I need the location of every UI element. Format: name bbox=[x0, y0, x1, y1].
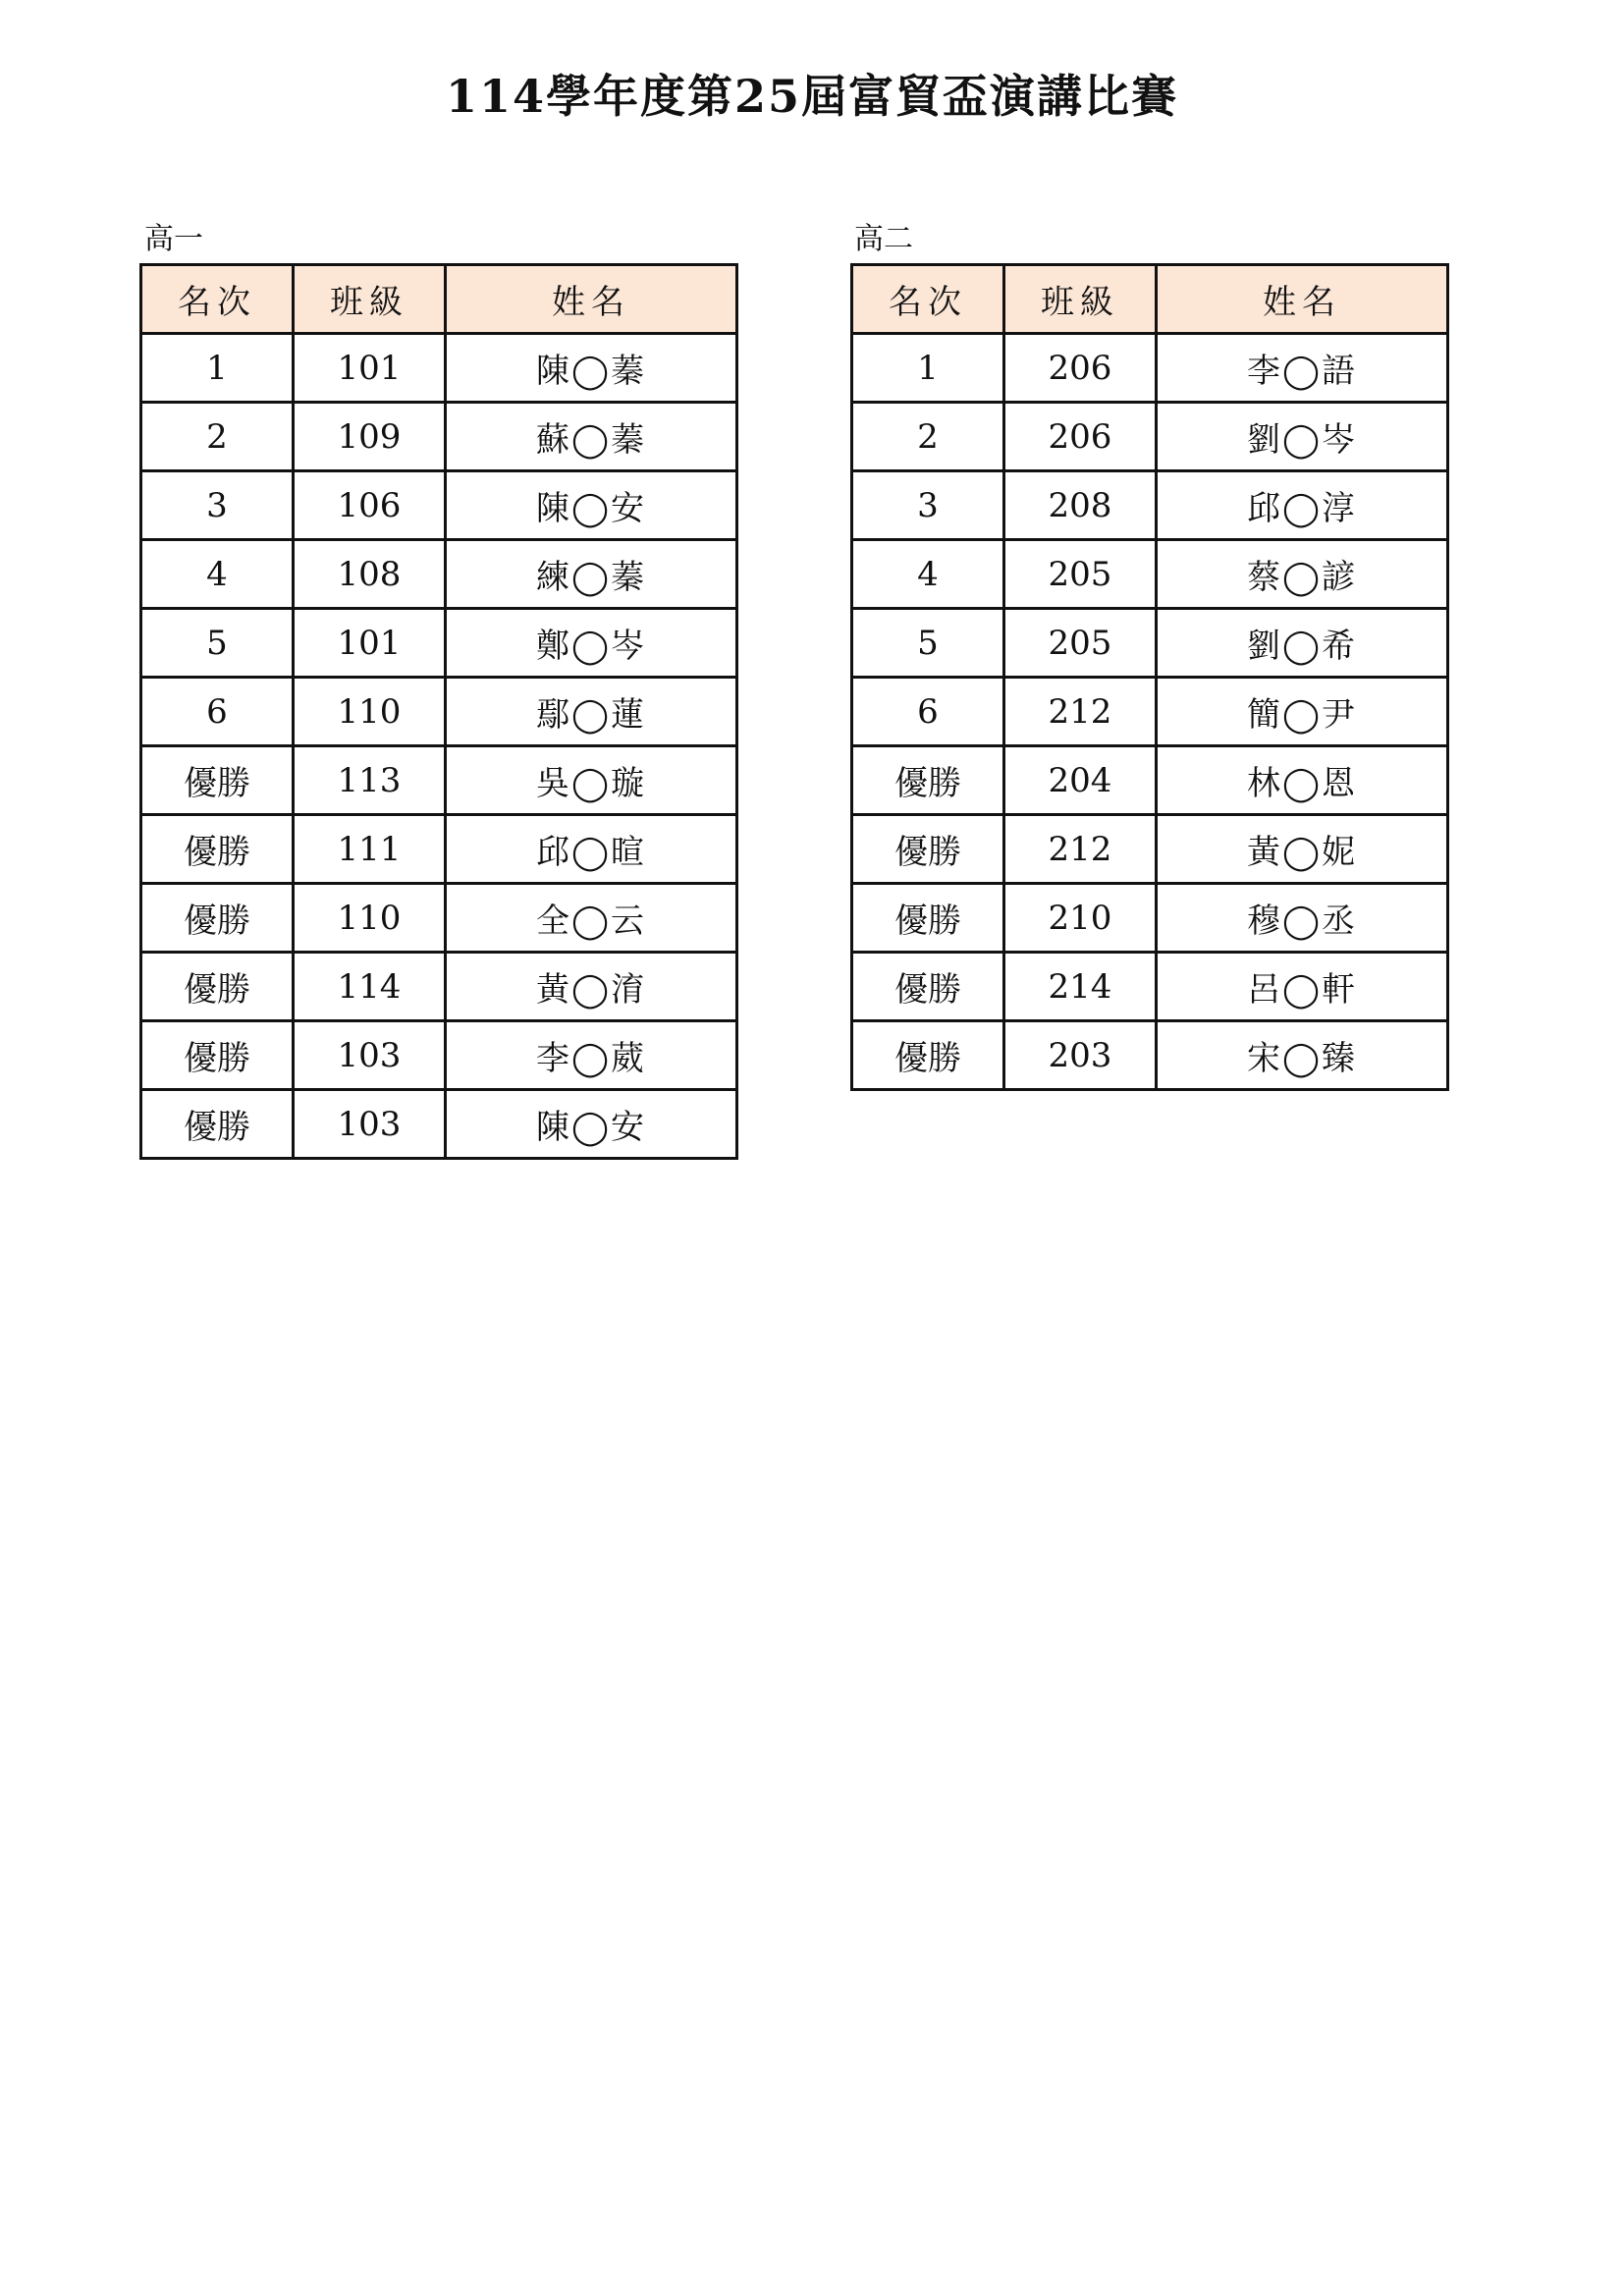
header-rank: 名次 bbox=[852, 265, 1004, 334]
table-row bbox=[141, 746, 737, 815]
rank-cell: 4 bbox=[141, 540, 294, 609]
rank-cell: 優勝 bbox=[141, 953, 294, 1021]
name-cell: 陳◯安 bbox=[446, 1090, 737, 1159]
rank-cell: 優勝 bbox=[852, 815, 1004, 884]
results-table-grade-11 bbox=[850, 263, 1449, 1091]
rank-cell: 4 bbox=[852, 540, 1004, 609]
name-cell: 簡◯尹 bbox=[1157, 678, 1448, 746]
name-cell: 鄢◯蓮 bbox=[446, 678, 737, 746]
name-cell: 陳◯安 bbox=[446, 471, 737, 540]
class-cell: 110 bbox=[294, 678, 446, 746]
rank-cell: 優勝 bbox=[852, 953, 1004, 1021]
class-cell: 212 bbox=[1004, 678, 1157, 746]
name-cell: 陳◯蓁 bbox=[446, 334, 737, 403]
table-row bbox=[141, 815, 737, 884]
table-row bbox=[141, 1021, 737, 1090]
class-cell: 101 bbox=[294, 609, 446, 678]
rank-cell: 1 bbox=[852, 334, 1004, 403]
class-cell: 205 bbox=[1004, 609, 1157, 678]
class-cell: 114 bbox=[294, 953, 446, 1021]
rank-cell: 優勝 bbox=[141, 1090, 294, 1159]
table-row bbox=[852, 953, 1448, 1021]
table-row bbox=[852, 471, 1448, 540]
class-cell: 103 bbox=[294, 1090, 446, 1159]
table-row bbox=[852, 746, 1448, 815]
class-cell: 111 bbox=[294, 815, 446, 884]
rank-cell: 優勝 bbox=[141, 1021, 294, 1090]
name-cell: 黃◯妮 bbox=[1157, 815, 1448, 884]
rank-cell: 優勝 bbox=[141, 815, 294, 884]
rank-cell: 2 bbox=[852, 403, 1004, 471]
header-name: 姓名 bbox=[446, 265, 737, 334]
class-cell: 108 bbox=[294, 540, 446, 609]
rank-cell: 優勝 bbox=[852, 884, 1004, 953]
class-cell: 210 bbox=[1004, 884, 1157, 953]
class-cell: 106 bbox=[294, 471, 446, 540]
name-cell: 穆◯丞 bbox=[1157, 884, 1448, 953]
header-name: 姓名 bbox=[1157, 265, 1448, 334]
class-cell: 208 bbox=[1004, 471, 1157, 540]
table-row bbox=[141, 953, 737, 1021]
class-cell: 206 bbox=[1004, 334, 1157, 403]
table-row bbox=[852, 334, 1448, 403]
table-row bbox=[852, 815, 1448, 884]
table-row bbox=[852, 884, 1448, 953]
class-cell: 206 bbox=[1004, 403, 1157, 471]
class-cell: 113 bbox=[294, 746, 446, 815]
table-row bbox=[852, 403, 1448, 471]
name-cell: 黃◯淯 bbox=[446, 953, 737, 1021]
rank-cell: 優勝 bbox=[141, 884, 294, 953]
name-cell: 蘇◯蓁 bbox=[446, 403, 737, 471]
section-label-grade-10: 高一 bbox=[144, 222, 203, 256]
rank-cell: 優勝 bbox=[852, 746, 1004, 815]
name-cell: 邱◯暄 bbox=[446, 815, 737, 884]
header-class: 班級 bbox=[1004, 265, 1157, 334]
header-rank: 名次 bbox=[141, 265, 294, 334]
name-cell: 邱◯淳 bbox=[1157, 471, 1448, 540]
table-row bbox=[141, 884, 737, 953]
class-cell: 109 bbox=[294, 403, 446, 471]
table-row bbox=[852, 1021, 1448, 1090]
rank-cell: 3 bbox=[852, 471, 1004, 540]
table-row bbox=[141, 540, 737, 609]
rank-cell: 優勝 bbox=[141, 746, 294, 815]
name-cell: 李◯語 bbox=[1157, 334, 1448, 403]
class-cell: 103 bbox=[294, 1021, 446, 1090]
rank-cell: 優勝 bbox=[852, 1021, 1004, 1090]
name-cell: 呂◯軒 bbox=[1157, 953, 1448, 1021]
table-row bbox=[141, 403, 737, 471]
table-header-row bbox=[141, 265, 737, 334]
name-cell: 宋◯臻 bbox=[1157, 1021, 1448, 1090]
table-row bbox=[852, 609, 1448, 678]
table-row bbox=[141, 471, 737, 540]
table-row bbox=[852, 540, 1448, 609]
class-cell: 212 bbox=[1004, 815, 1157, 884]
results-table-grade-10 bbox=[139, 263, 738, 1160]
table-row bbox=[141, 609, 737, 678]
table-row bbox=[141, 1090, 737, 1159]
name-cell: 李◯葳 bbox=[446, 1021, 737, 1090]
rank-cell: 6 bbox=[852, 678, 1004, 746]
rank-cell: 5 bbox=[141, 609, 294, 678]
name-cell: 劉◯希 bbox=[1157, 609, 1448, 678]
name-cell: 劉◯岑 bbox=[1157, 403, 1448, 471]
name-cell: 吳◯璇 bbox=[446, 746, 737, 815]
class-cell: 204 bbox=[1004, 746, 1157, 815]
rank-cell: 3 bbox=[141, 471, 294, 540]
table-row bbox=[852, 678, 1448, 746]
table-body bbox=[141, 334, 737, 1159]
name-cell: 林◯恩 bbox=[1157, 746, 1448, 815]
table-header-row bbox=[852, 265, 1448, 334]
table-row bbox=[141, 678, 737, 746]
name-cell: 蔡◯諺 bbox=[1157, 540, 1448, 609]
class-cell: 203 bbox=[1004, 1021, 1157, 1090]
name-cell: 鄭◯岑 bbox=[446, 609, 737, 678]
class-cell: 110 bbox=[294, 884, 446, 953]
class-cell: 205 bbox=[1004, 540, 1157, 609]
section-label-grade-11: 高二 bbox=[854, 222, 913, 256]
table-row bbox=[141, 334, 737, 403]
table-body bbox=[852, 334, 1448, 1090]
rank-cell: 2 bbox=[141, 403, 294, 471]
rank-cell: 5 bbox=[852, 609, 1004, 678]
class-cell: 101 bbox=[294, 334, 446, 403]
header-class: 班級 bbox=[294, 265, 446, 334]
class-cell: 214 bbox=[1004, 953, 1157, 1021]
name-cell: 練◯蓁 bbox=[446, 540, 737, 609]
name-cell: 全◯云 bbox=[446, 884, 737, 953]
page-title: 114學年度第25屆富貿盃演講比賽 bbox=[445, 70, 1179, 123]
rank-cell: 1 bbox=[141, 334, 294, 403]
rank-cell: 6 bbox=[141, 678, 294, 746]
